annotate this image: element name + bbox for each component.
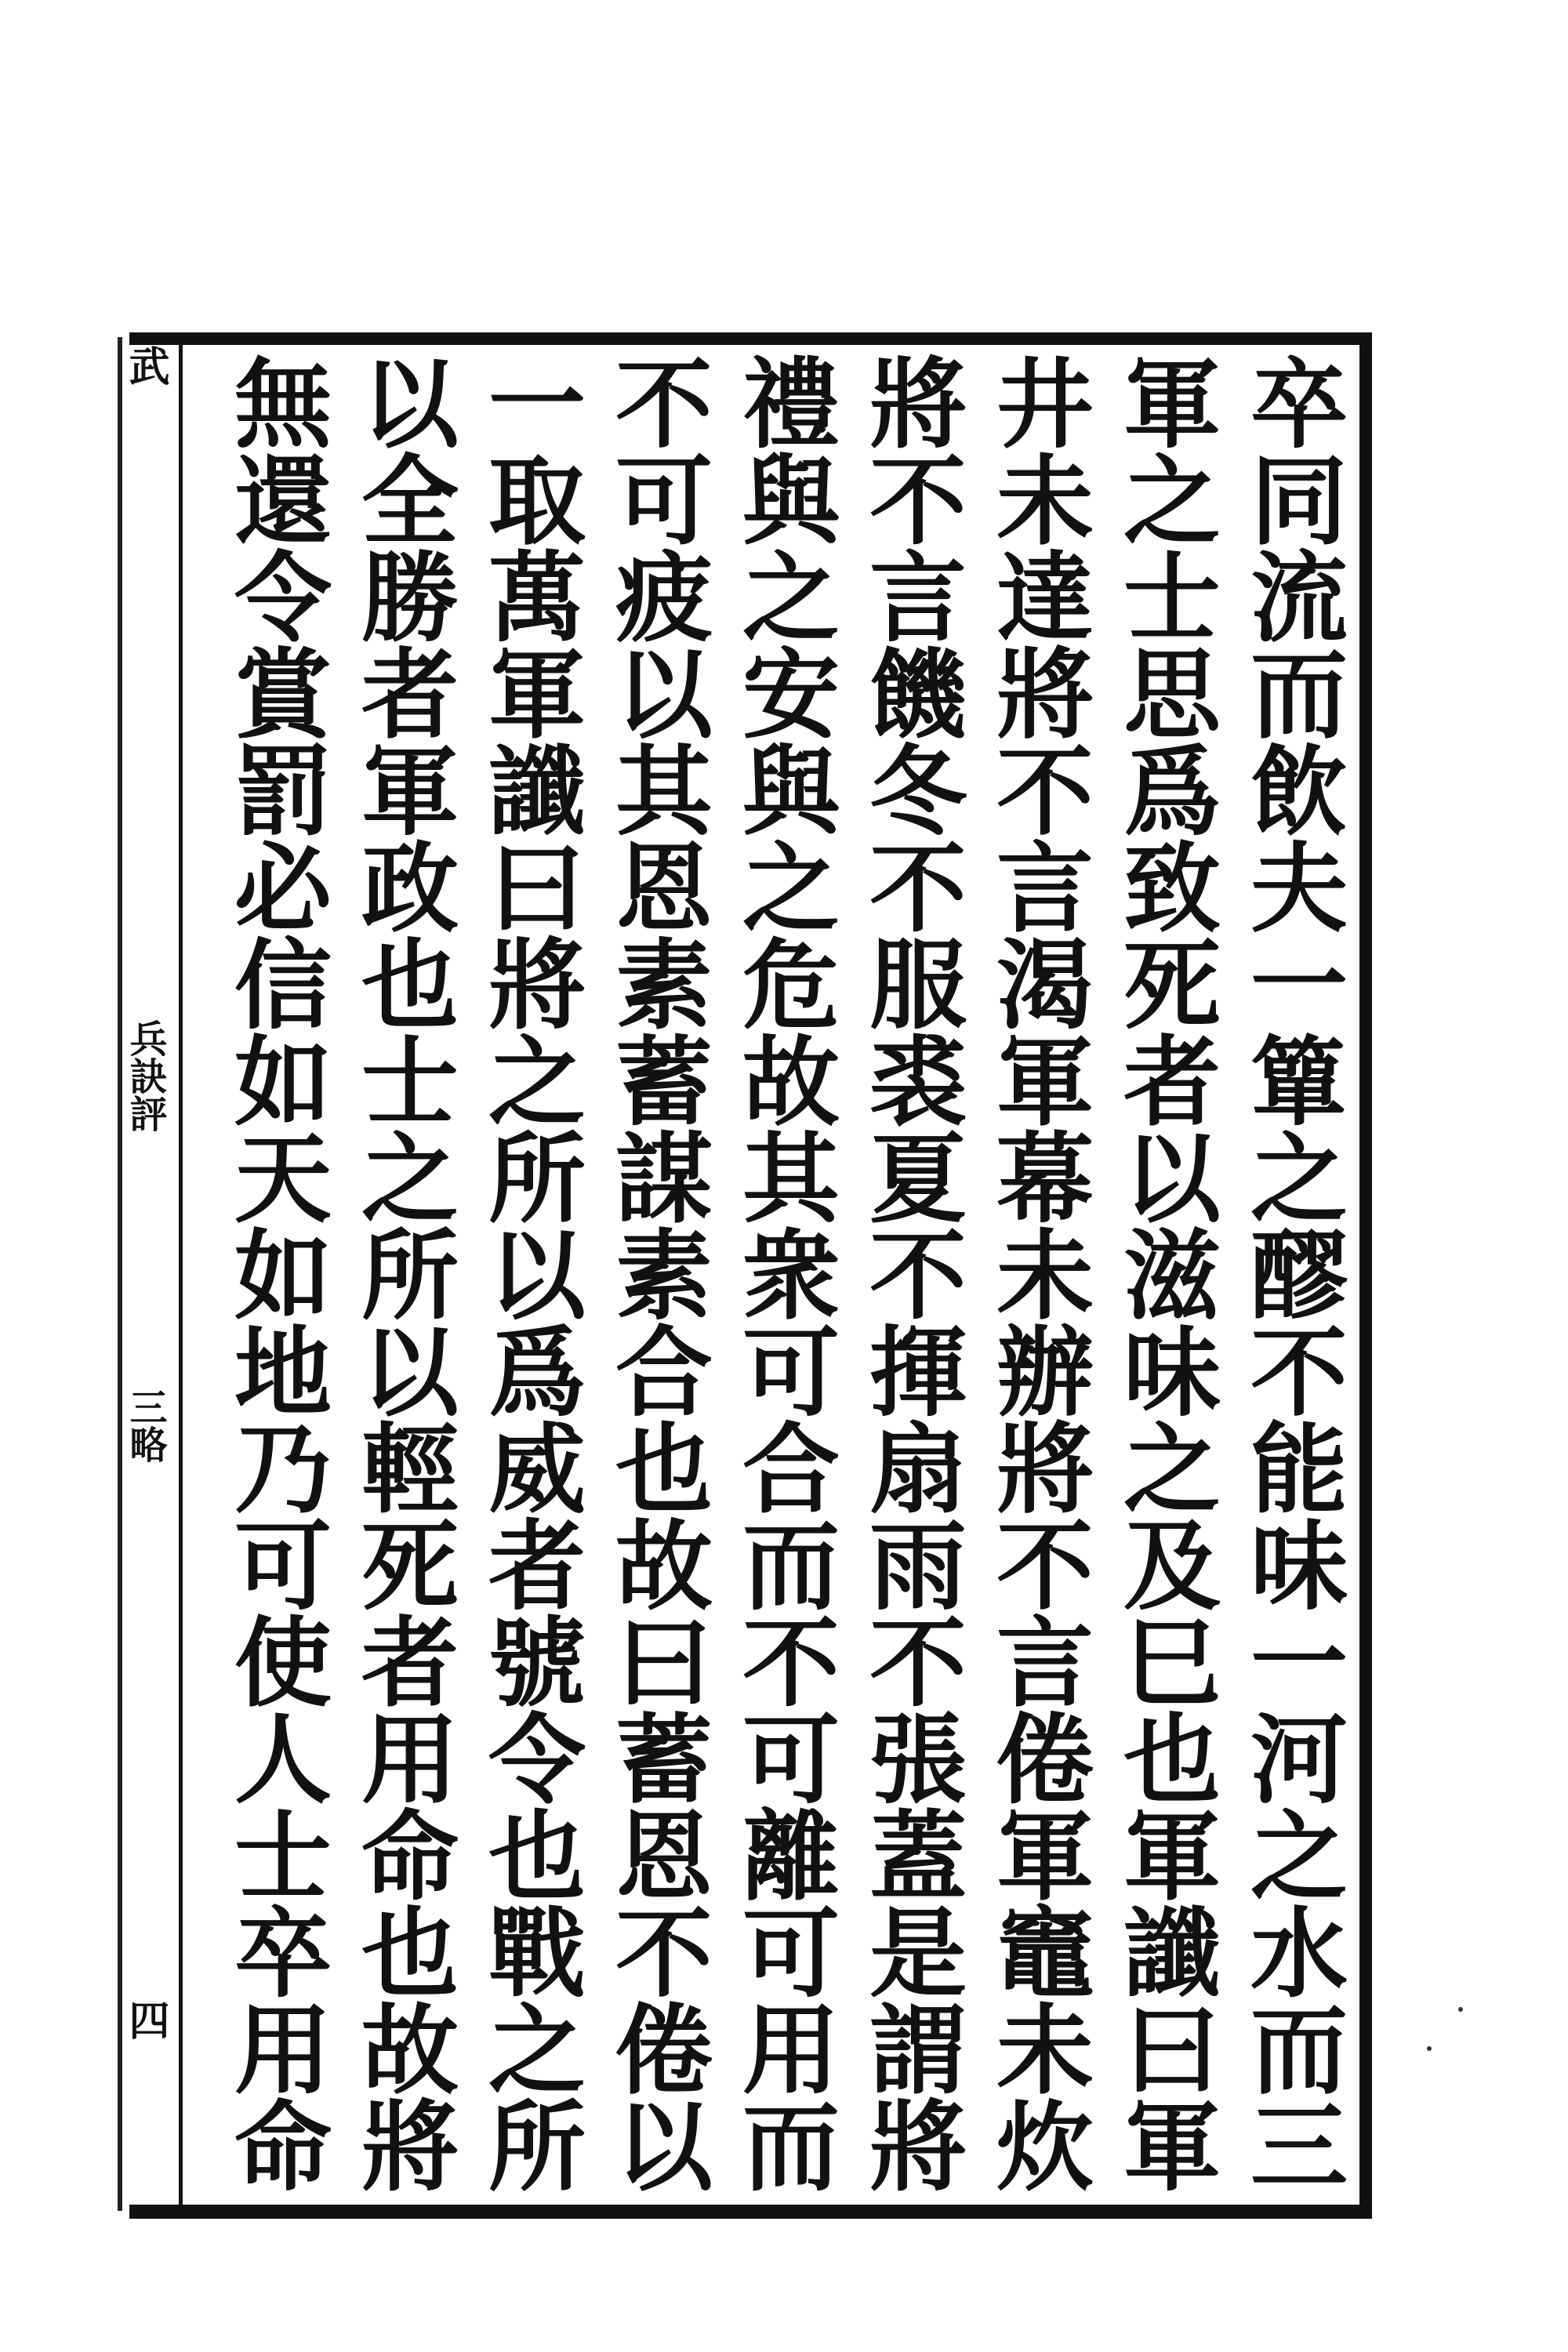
text-column-7: 一取萬軍讖曰將之所以爲威者號令也戰之所 [472, 353, 586, 2193]
frame-left-border [179, 345, 183, 2205]
frame-top-border [129, 332, 1372, 345]
section-title: 三略 [123, 1388, 167, 1463]
text-column-9: 無還令賞罰必信如天如地乃可使人士卒用命 [218, 353, 332, 2193]
folio-number: 四 [122, 1999, 169, 2040]
chapter-title: 兵訣評 [123, 1019, 167, 1132]
text-column-2: 軍之士思爲致死者以滋味之及巳也軍讖曰軍 [1107, 353, 1221, 2193]
text-column-1: 卒同流而飲夫一簞之醪不能味一河之水而三 [1234, 353, 1348, 2193]
scan-speck [1458, 2007, 1463, 2012]
text-column-3: 井未達將不言渴軍幕未辦將不言倦軍竈未炊 [980, 353, 1094, 2193]
frame-bottom-border [129, 2205, 1372, 2219]
book-title: 武 [122, 345, 169, 386]
text-column-8: 以全勝者軍政也士之所以輕死者用命也故將 [345, 353, 459, 2193]
page-margin-column [118, 345, 172, 2203]
scan-speck [1427, 2046, 1432, 2051]
text-column-4: 將不言饑冬不服裘夏不揮扇雨不張蓋是謂將 [853, 353, 967, 2193]
frame-right-border [1359, 332, 1372, 2219]
text-column-5: 禮與之安與之危故其衆可合而不可離可用而 [726, 353, 840, 2193]
text-column-6: 不可疲以其恩素蓄謀素合也故曰蓄恩不倦以 [599, 353, 713, 2193]
